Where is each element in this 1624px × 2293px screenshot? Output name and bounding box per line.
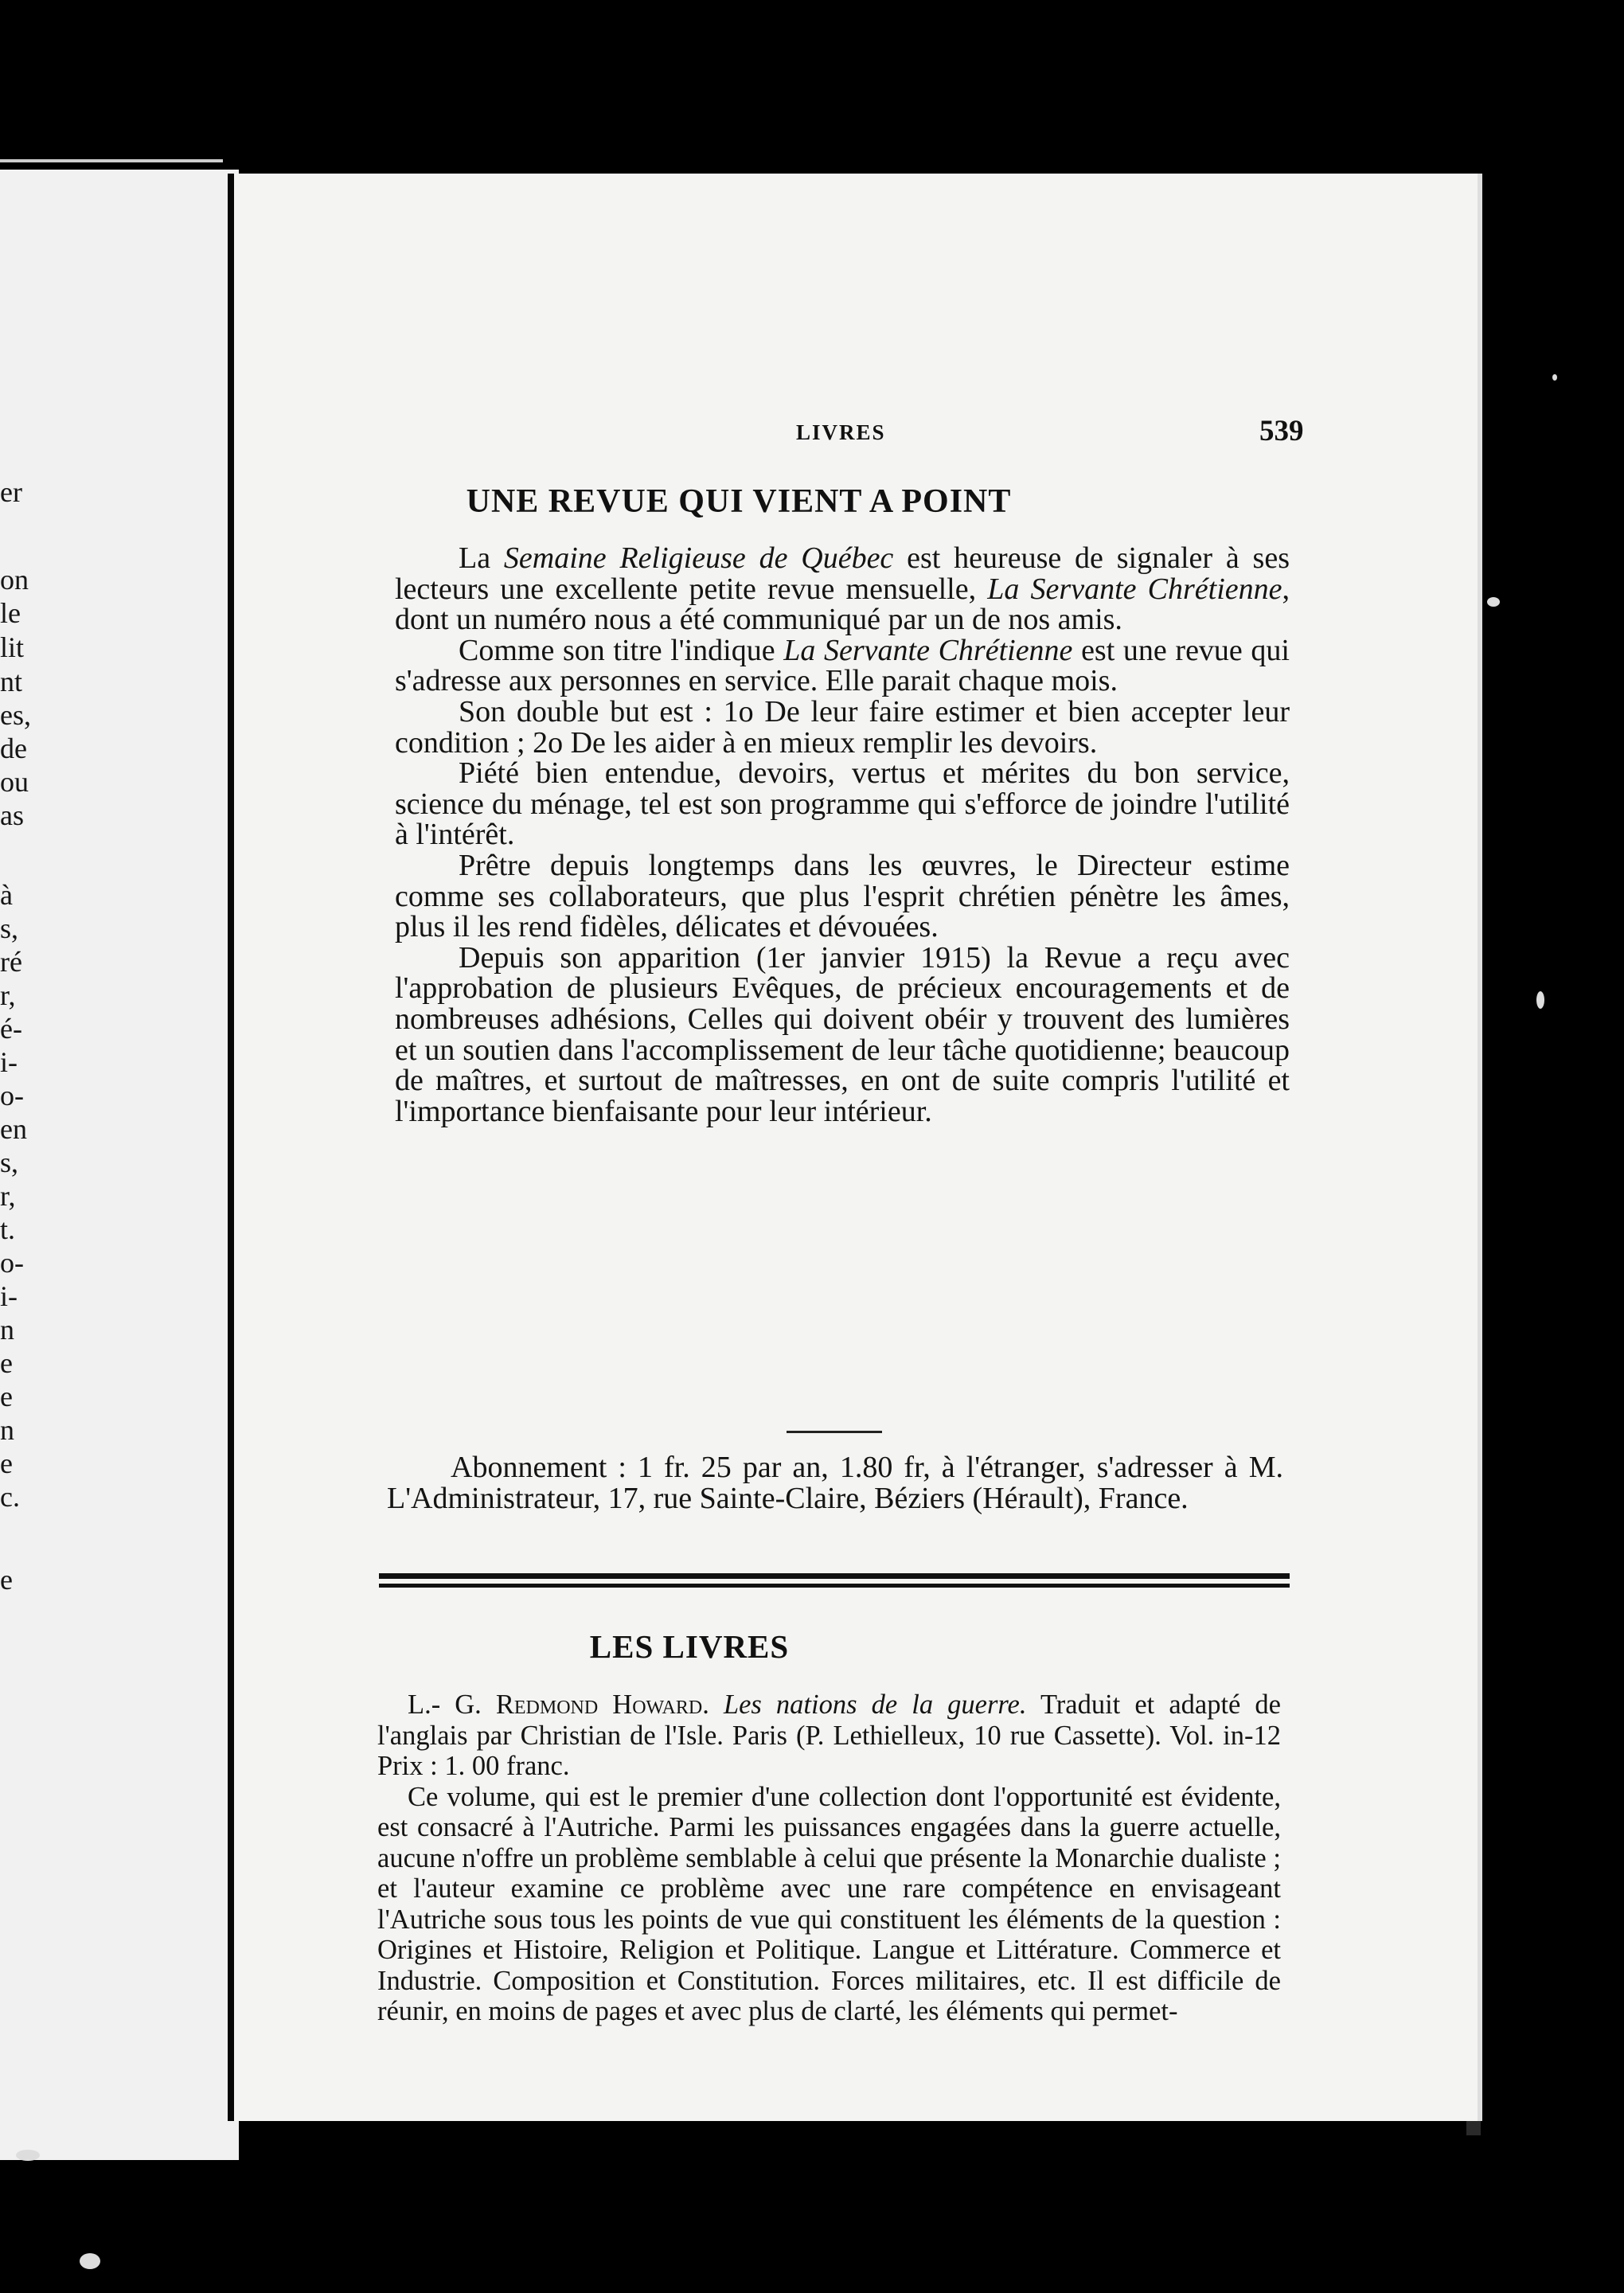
left-page-fragment: à (0, 879, 13, 911)
review-paragraph: Ce volume, qui est le premier d'une collection dont l'opportunité est évidente, est consacré à l'Autriche. Parmi les puissances engagées dans la guerre actuelle, aucune n'offre un problème semblable à celui que présente la Monarchie dualiste ; et l'auteur examine ce problème avec une rare compétence en envisageant l'Autriche sous tous les points de vue qui constituent les éléments de la question : Origines et Histoire, Religion et Politique. Langue et Littérature. Commerce et Industrie. Composition et Constitution. Forces militaires, etc. Il est difficile de réunir, en moins de pages et avec plus de clarté, les éléments qui permet- (377, 1781, 1281, 2026)
subscription-text: Abonnement : 1 fr. 25 par an, 1.80 fr, à l'étranger, s'adresser à M. L'Administrateur, 17, rue Sainte-Claire, Béziers (Hérault), France. (387, 1451, 1283, 1515)
left-page-fragment: s, (0, 912, 19, 944)
left-page-fragment: ré (0, 946, 22, 978)
left-page-fragment: o- (0, 1080, 24, 1111)
article-body (395, 543, 1290, 1127)
paragraph: Son double but est : 1o De leur faire estimer et bien accepter leur condition ; 2o De les aider à en mieux remplir les devoirs. (395, 694, 1290, 760)
subscription-note (387, 1452, 1283, 1514)
scan-speck (1487, 597, 1500, 607)
book-author: L.- G. Redmond Howard. (408, 1689, 709, 1720)
paragraph: La Semaine Religieuse de Québec est heureuse de signaler à ses lecteurs une excellente petite revue mensuelle, La Servante Chrétienne, dont un numéro nous a été communiqué par un de nos amis. (395, 541, 1290, 637)
book-review (377, 1689, 1281, 2027)
left-page-fragment: lit (0, 631, 25, 663)
left-page-fragment: e (0, 1447, 13, 1479)
left-page-fragment: as (0, 799, 24, 831)
left-page-fragment: e (0, 1564, 13, 1596)
left-page-fragment: i- (0, 1280, 18, 1312)
left-page-fragment: es, (0, 699, 31, 731)
left-page-fragment: nt (0, 666, 23, 697)
scan-speck (16, 2150, 40, 2161)
left-page-fragment: c. (0, 1481, 20, 1513)
book-page (234, 174, 1478, 2121)
paragraph: Piété bien entendue, devoirs, vertus et mérites du bon service, science du ménage, tel est son programme qui s'efforce de joindre l'utilité à l'intérêt. (395, 756, 1290, 852)
page-number: 539 (1259, 415, 1304, 447)
left-page-fragment: le (0, 597, 21, 629)
left-page-fragment: on (0, 564, 29, 596)
scan-speck (1536, 991, 1544, 1009)
left-page-fragment: r, (0, 979, 16, 1011)
left-page-fragment: n (0, 1414, 14, 1446)
paragraph: Depuis son apparition (1er janvier 1915) la Revue a reçu avec l'approbation de plusieurs Evêques, de précieux encouragements et de nombreuses adhésions, Celles qui doivent obéir y trouvent des lumières et un soutien dans l'accomplissement de leur tâche quotidienne; beaucoup de maîtres, et surtout de maîtresses, en ont de suite compris l'utilité et l'importance bienfaisante pour leur intérieur. (395, 940, 1290, 1128)
left-page-fragment: i- (0, 1046, 18, 1078)
left-page-fragment: r, (0, 1180, 16, 1212)
article-title: UNE REVUE QUI VIENT A POINT (466, 483, 1012, 520)
left-page-fragment: ou (0, 766, 29, 798)
left-page (0, 170, 239, 2160)
left-page-fragment: e (0, 1381, 13, 1412)
left-page-fragment: t. (0, 1213, 16, 1245)
book-title: Les nations de la guerre. (723, 1689, 1027, 1720)
section-divider (787, 1431, 882, 1433)
double-rule-top (379, 1573, 1290, 1579)
scan-speck (80, 2253, 100, 2269)
scan-speck (1552, 374, 1557, 381)
left-page-fragment: é- (0, 1013, 22, 1045)
left-page-fragment: s, (0, 1146, 19, 1178)
left-page-fragment: o- (0, 1247, 24, 1279)
left-page-fragment: e (0, 1347, 13, 1379)
double-rule-bottom (379, 1584, 1290, 1588)
section-title: LES LIVRES (589, 1628, 790, 1665)
left-page-fragment: en (0, 1113, 27, 1145)
left-page-fragment: er (0, 476, 22, 508)
left-page-fragment: n (0, 1314, 14, 1346)
left-page-fragment: de (0, 732, 27, 764)
paragraph: Comme son titre l'indique La Servante Chrétienne est une revue qui s'adresse aux personnes en service. Elle parait chaque mois. (395, 633, 1290, 698)
running-head: LIVRES (796, 420, 886, 444)
citation: L.- G. Redmond Howard. Les nations de la guerre. Traduit et adapté de l'anglais par Christian de l'Isle. Paris (P. Lethielleux, 10 rue Cassette). Vol. in-12 Prix : 1. 00 franc. (377, 1689, 1281, 1781)
paragraph: Prêtre depuis longtemps dans les œuvres, le Directeur estime comme ses collaborateurs, que plus l'esprit chrétien pénètre les âmes, plus il les rend fidèles, délicates et dévouées. (395, 848, 1290, 944)
